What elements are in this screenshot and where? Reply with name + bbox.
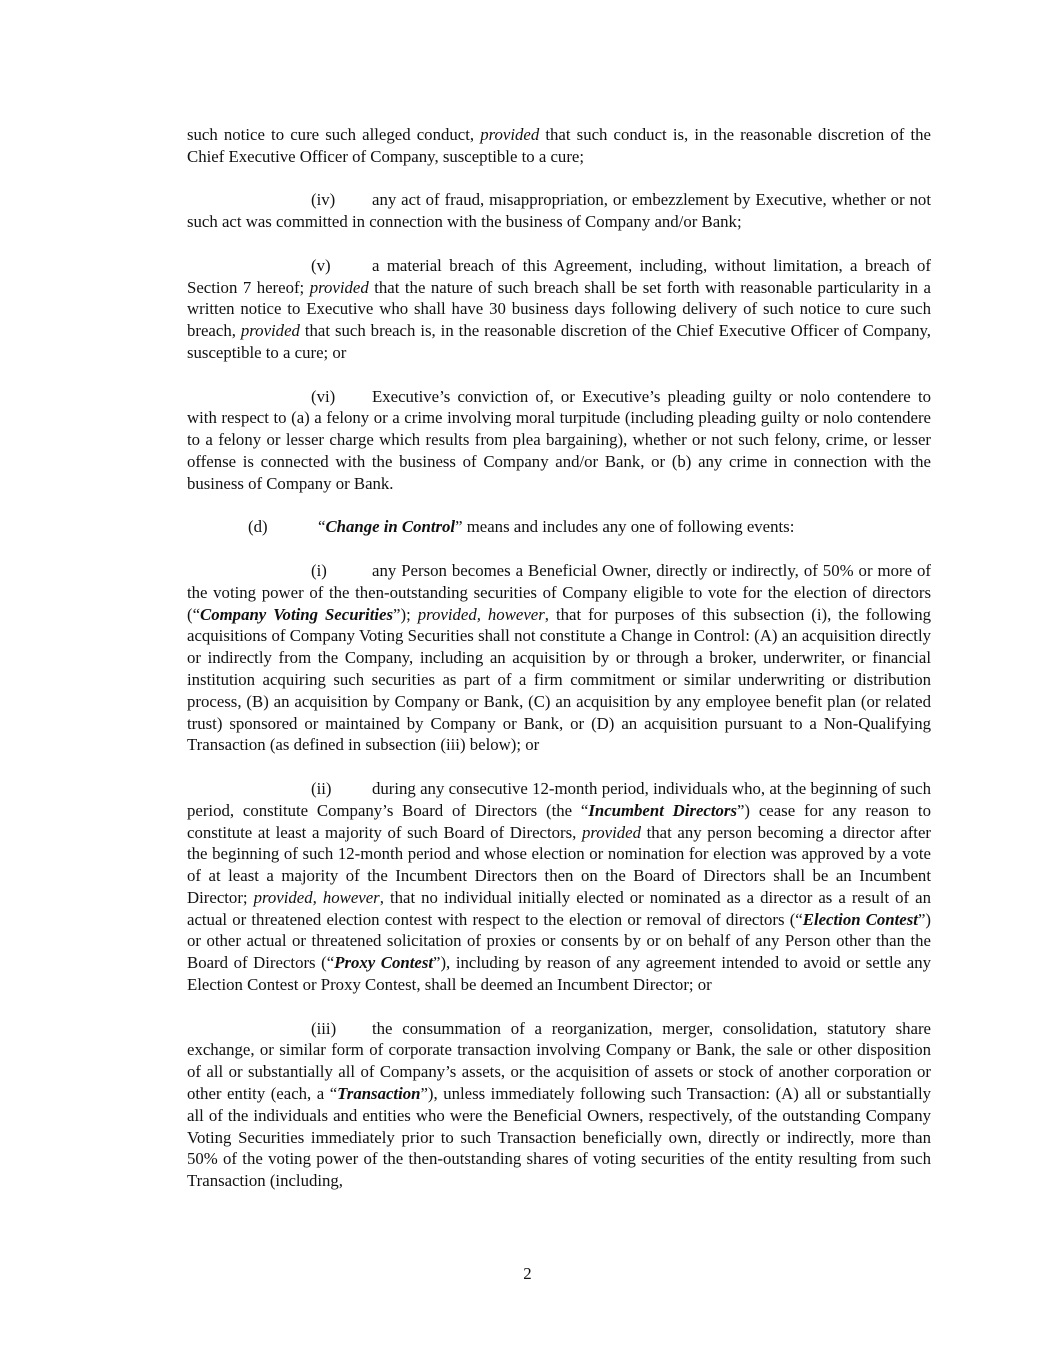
clause-number: (v) [311, 255, 331, 275]
defined-term-change-in-control: Change in Control [325, 517, 456, 537]
clause-ii-incumbent-directors: (ii) during any consecutive 12-month period, individuals who, at the beginning of such period, constitute Company’s Board of Directors (the “Incumbent Directors”) cease for any reason to constitute at least a majority of such Board of Directors, provided that any person becoming a director after the beginning of such 12-month period and whose election or nomination for election was approved by a vote of at least a majority of the Incumbent Directors then on the Board of Directors shall be an Incumbent Director; provided, however, that no individual initially elected or nominated as a director as a result of an actual or threatened election contest with respect to the election or removal of directors (“Election Contest”) or other actual or threatened solicitation of proxies or consents by or on behalf of any Person other than the Board of Directors (“Proxy Contest”), including by reason of any agreement intended to avoid or settle any Election Contest or Proxy Contest, shall be deemed an Incumbent Director; or [187, 778, 931, 995]
clause-iii-transaction: (iii) the consummation of a reorganization, merger, consolidation, statutory share exchange, or similar form of corporate transaction involving Company or Bank, the sale or other disposition of all or substantially all of Company’s assets, or the acquisition of assets or stock of another corporation or other entity (each, a “Transaction”), unless immediately following such Transaction: (A) all or substantially all of the individuals and entities who were the Beneficial Owners, respectively, of the outstanding Company Voting Securities immediately prior to such Transaction beneficially own, directly or indirectly, more than 50% of the voting power of the then-outstanding shares of voting securities of the entity resulting from such Transaction (including, [187, 1018, 931, 1191]
italic-provided: provided [581, 822, 641, 842]
italic-provided-however: provided, however [417, 604, 545, 624]
clause-iv-fraud: (iv) any act of fraud, misappropriation, or embezzlement by Executive, whether or not such act was committed in connection with the business of Company and/or Bank; [187, 190, 931, 232]
clause-number: (iii) [311, 1018, 337, 1038]
italic-provided-however: provided, however [253, 887, 380, 907]
defined-term-incumbent-directors: Incumbent Directors [588, 800, 737, 820]
section-d-change-in-control: (d) “Change in Control” means and includes any one of following events: [248, 517, 795, 537]
italic-provided: provided [480, 125, 540, 144]
italic-provided: provided [240, 321, 300, 341]
page-number: 2 [523, 1264, 532, 1283]
clause-number: (i) [311, 560, 327, 580]
section-number: (d) [248, 517, 268, 537]
clause-vi-conviction: (vi) Executive’s conviction of, or Executive’s pleading guilty or nolo contendere to with respect to (a) a felony or a crime involving moral turpitude (including pleading guilty or nolo contendere to a felony or lesser charge which results from plea bargaining), whether or not such felony, crime, or lesser offense is connected with the business of Company and/or Bank, or (b) any crime in connection with the business of Company or Bank. [187, 386, 931, 493]
defined-term-transaction: Transaction [337, 1084, 421, 1104]
paragraph-cure-conduct: such notice to cure such alleged conduct, provided that such conduct is, in the reasonable discretion of the Chief Executive Officer of Company, susceptible to a cure; [187, 125, 931, 166]
clause-number: (vi) [311, 386, 336, 406]
defined-term-company-voting-securities: Company Voting Securities [200, 604, 394, 624]
clause-number: (ii) [311, 778, 332, 798]
defined-term-proxy-contest: Proxy Contest [334, 953, 434, 973]
clause-v-material-breach: (v) a material breach of this Agreement, including, without limitation, a breach of Section 7 hereof; provided that the nature of such breach shall be set forth with reasonable particularity in a written notice to Executive who shall have 30 business days following delivery of such notice to cure such breach, provided that such breach is, in the reasonable discretion of the Chief Executive Officer of Company, susceptible to a cure; or [187, 255, 931, 362]
italic-provided: provided [309, 277, 369, 297]
clause-number: (iv) [311, 190, 336, 210]
clause-i-beneficial-owner: (i) any Person becomes a Beneficial Owner, directly or indirectly, of 50% or more of the voting power of the then-outstanding securities of Company eligible to vote for the election of directors (“Company Voting Securities”); provided, however, that for purposes of this subsection (i), the following acquisitions of Company Voting Securities shall not constitute a Change in Control: (A) an acquisition directly or indirectly from the Company, including an acquisition by or through a broker, underwriter, or financial institution acquiring such securities as part of a firm commitment or similar underwriting or distribution process, (B) an acquisition by Company or Bank, (C) an acquisition by any employee benefit plan (or related trust) sponsored or maintained by Company or Bank, or (D) an acquisition pursuant to a Non-Qualifying Transaction (as defined in subsection (iii) below); or [187, 560, 931, 755]
document-page [187, 124, 931, 1214]
defined-term-election-contest: Election Contest [802, 909, 918, 929]
